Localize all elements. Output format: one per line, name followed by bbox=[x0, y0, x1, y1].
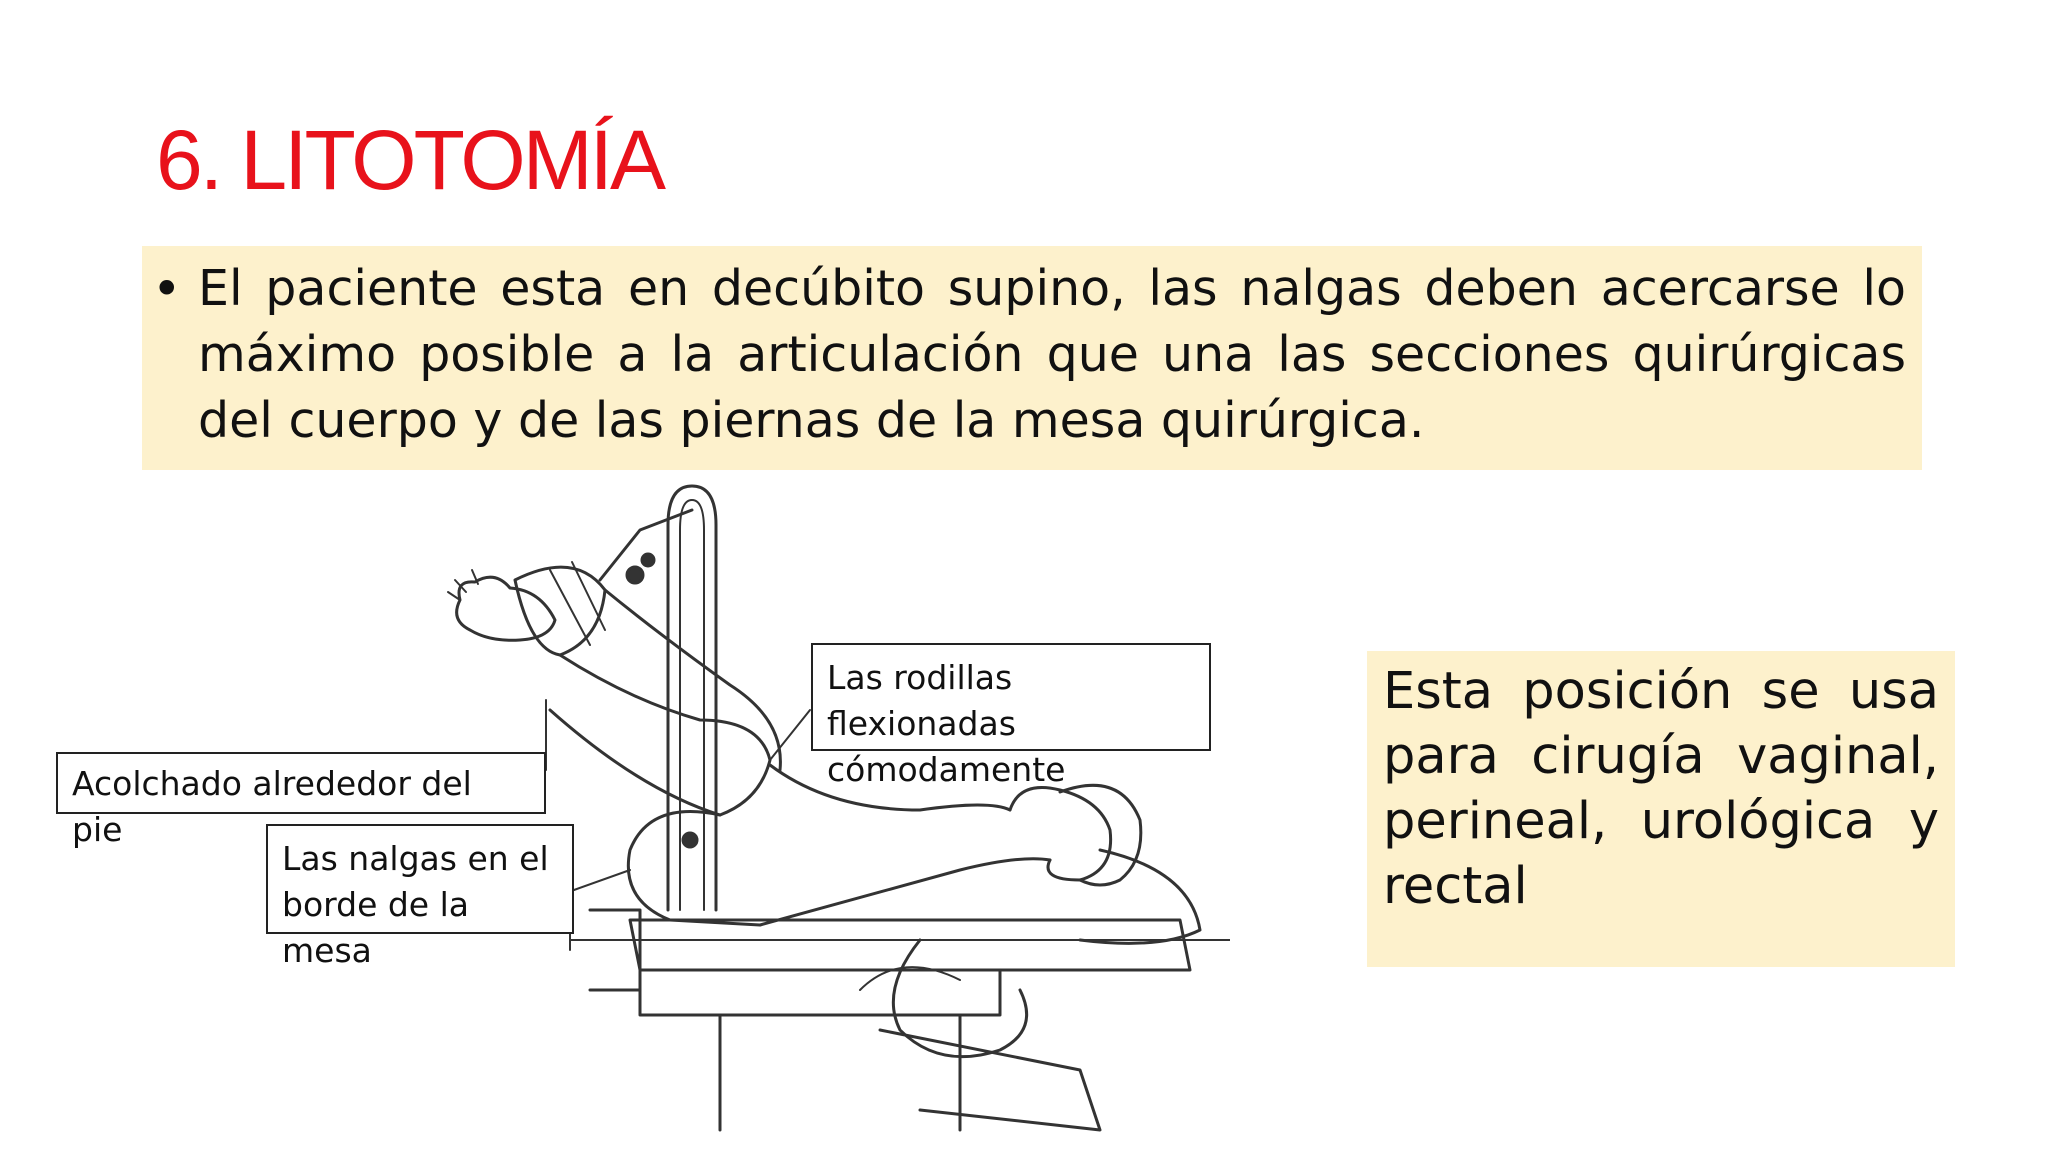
stirrup-clamp bbox=[683, 833, 697, 847]
bullet-marker: • bbox=[152, 260, 182, 318]
patient-buttocks bbox=[628, 812, 760, 925]
foot-padding bbox=[515, 567, 605, 655]
leader-line-buttocks bbox=[574, 870, 630, 890]
foot-strap bbox=[550, 562, 605, 645]
stirrup-clamp bbox=[627, 567, 643, 583]
side-note-box bbox=[1367, 651, 1955, 967]
callout-buttocks: Las nalgas en el borde de la mesa bbox=[266, 824, 574, 934]
stirrup-clamp bbox=[642, 554, 654, 566]
patient-leg-back bbox=[605, 590, 780, 770]
stirrup-arm bbox=[600, 510, 692, 580]
callout-knees: Las rodillas flexionadas cómodamente bbox=[811, 643, 1211, 751]
bullet-item bbox=[152, 256, 1906, 454]
callout-foot-padding: Acolchado alrededor del pie bbox=[56, 752, 546, 814]
surgical-table-top bbox=[630, 920, 1190, 970]
side-note-text: Esta posición se usa para cirugía vaginal, perineal, urológica y rectal bbox=[1383, 662, 1939, 916]
patient-head bbox=[1010, 788, 1111, 881]
patient-foot bbox=[457, 577, 555, 640]
slide-title: 6. LITOTOMÍA bbox=[156, 113, 664, 207]
arm-board bbox=[880, 1030, 1100, 1130]
bullet-highlight-box bbox=[142, 246, 1922, 470]
patient-torso bbox=[760, 859, 1050, 925]
surgical-table-side bbox=[640, 970, 1000, 1015]
patient-leg bbox=[550, 655, 770, 815]
bullet-text: El paciente esta en decúbito supino, las nalgas deben acercarse lo máximo posible a la articulación que una las secciones quirúrgicas del cuerpo y de las piernas de la mesa quirúrgica. bbox=[198, 260, 1906, 449]
stirrup-pole-inner bbox=[680, 500, 704, 910]
table-leg-section bbox=[590, 910, 640, 990]
surgical-table-base bbox=[720, 1015, 960, 1130]
